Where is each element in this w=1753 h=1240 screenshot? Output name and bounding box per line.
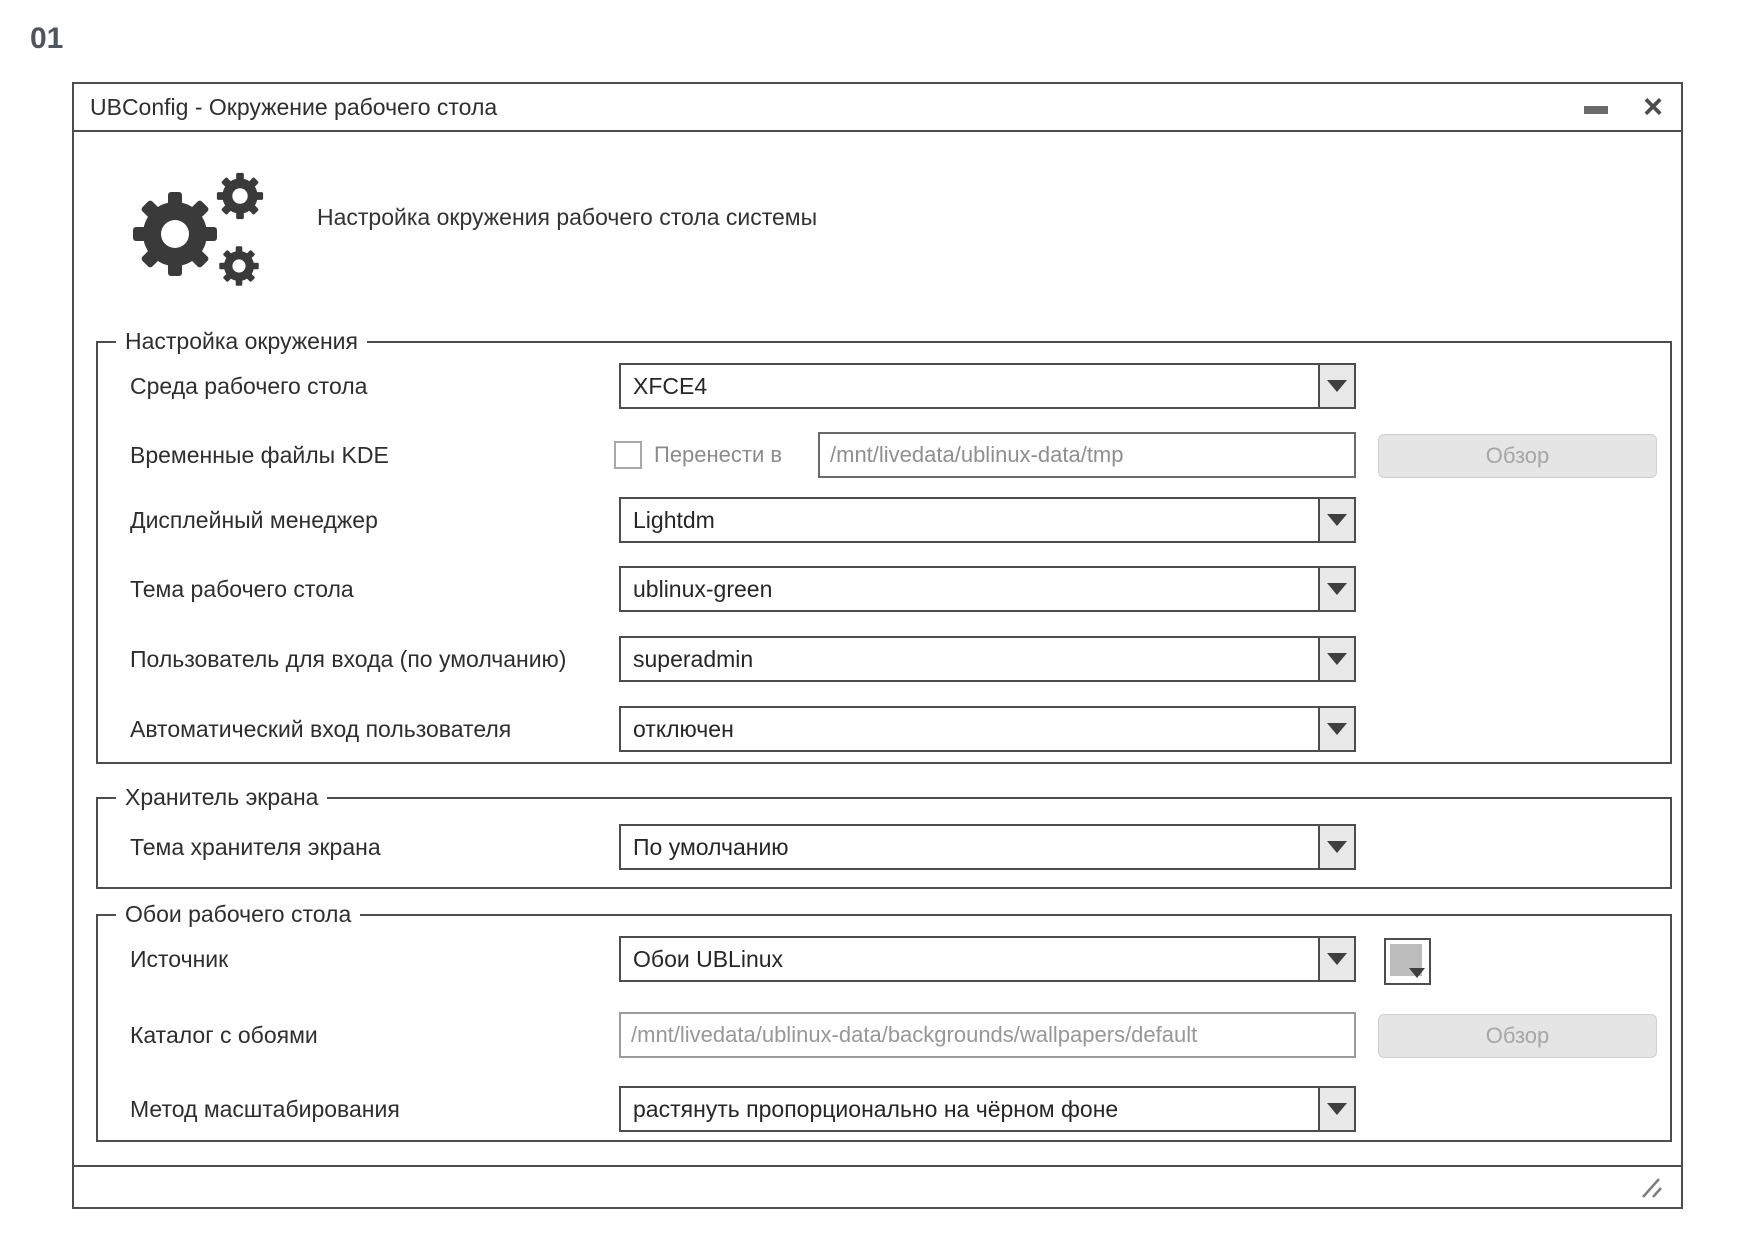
desktop-environment-dropdown-button[interactable]: [1318, 365, 1354, 407]
chevron-down-icon: [1327, 1103, 1347, 1115]
display-manager-label: Дисплейный менеджер: [130, 507, 378, 533]
row-desktop-theme: [98, 566, 1670, 612]
kde-temp-browse-button[interactable]: Обзор: [1378, 434, 1657, 478]
kde-temp-files-label: Временные файлы KDE: [130, 442, 389, 468]
desktop-environment-combobox[interactable]: [619, 363, 1356, 409]
move-to-checkbox[interactable]: [614, 441, 642, 469]
ubconfig-window: [72, 82, 1683, 1209]
display-manager-combobox[interactable]: [619, 497, 1356, 543]
login-user-label: Пользователь для входа (по умолчанию): [130, 646, 567, 672]
screensaver-theme-label: Тема хранителя экрана: [130, 834, 381, 860]
group-screensaver-legend: Хранитель экрана: [116, 784, 327, 811]
chevron-down-icon: [1327, 653, 1347, 665]
login-user-dropdown-button[interactable]: [1318, 638, 1354, 680]
group-wallpaper-legend: Обои рабочего стола: [116, 901, 360, 928]
group-screensaver: [96, 784, 1672, 889]
move-to-checkbox-label: Перенести в: [654, 442, 783, 467]
row-login-user: [98, 636, 1670, 682]
minimize-icon: [1584, 106, 1608, 114]
desktop-theme-value: ublinux-green: [633, 576, 773, 602]
group-environment-legend: Настройка окружения: [116, 328, 367, 355]
desktop-environment-label: Среда рабочего стола: [130, 373, 368, 399]
chevron-down-icon: [1327, 583, 1347, 595]
wallpaper-source-value: Обои UBLinux: [633, 946, 784, 972]
autologin-dropdown-button[interactable]: [1318, 708, 1354, 750]
wallpaper-source-label: Источник: [130, 946, 229, 972]
scaling-method-combobox[interactable]: [619, 1086, 1356, 1132]
group-environment: [96, 328, 1672, 764]
desktop-theme-label: Тема рабочего стола: [130, 576, 354, 602]
chevron-down-icon: [1327, 953, 1347, 965]
chevron-down-icon: [1327, 380, 1347, 392]
desktop-environment-value: XFCE4: [633, 373, 708, 399]
autologin-value: отключен: [633, 716, 734, 742]
login-user-combobox[interactable]: [619, 636, 1356, 682]
chevron-down-icon: [1327, 514, 1347, 526]
desktop-theme-dropdown-button[interactable]: [1318, 568, 1354, 610]
kde-temp-path-input[interactable]: [818, 432, 1356, 478]
autologin-combobox[interactable]: [619, 706, 1356, 752]
scaling-method-label: Метод масштабирования: [130, 1096, 400, 1122]
chevron-down-icon: [1327, 841, 1347, 853]
chevron-down-icon: [1409, 968, 1425, 978]
scaling-method-dropdown-button[interactable]: [1318, 1088, 1354, 1130]
screensaver-theme-dropdown-button[interactable]: [1318, 826, 1354, 868]
titlebar: [74, 84, 1681, 132]
row-kde-temp-files: [98, 432, 1670, 478]
row-display-manager: [98, 497, 1670, 543]
wallpaper-directory-label: Каталог с обоями: [130, 1022, 318, 1048]
gears-icon: [127, 172, 277, 287]
screensaver-theme-value: По умолчанию: [633, 834, 789, 860]
chevron-down-icon: [1327, 723, 1347, 735]
group-wallpaper: [96, 901, 1672, 1142]
statusbar: [74, 1165, 1681, 1207]
row-screensaver-theme: [98, 824, 1670, 870]
figure-label: 01: [30, 22, 64, 55]
row-autologin: [98, 706, 1670, 752]
wallpaper-browse-button[interactable]: Обзор: [1378, 1014, 1657, 1058]
window-title: UBConfig - Окружение рабочего стола: [90, 94, 498, 120]
row-wallpaper-source: [98, 936, 1670, 982]
wallpaper-source-dropdown-button[interactable]: [1318, 938, 1354, 980]
login-user-value: superadmin: [633, 646, 754, 672]
autologin-label: Автоматический вход пользователя: [130, 716, 512, 742]
desktop-theme-combobox[interactable]: [619, 566, 1356, 612]
row-scaling-method: [98, 1086, 1670, 1132]
row-wallpaper-directory: [98, 1012, 1670, 1058]
scaling-method-value: растянуть пропорционально на чёрном фоне: [633, 1096, 1119, 1122]
wallpaper-color-picker-button[interactable]: [1384, 938, 1431, 985]
minimize-button[interactable]: [1583, 94, 1609, 120]
wallpaper-source-combobox[interactable]: [619, 936, 1356, 982]
display-manager-value: Lightdm: [633, 507, 715, 533]
screensaver-theme-combobox[interactable]: [619, 824, 1356, 870]
display-manager-dropdown-button[interactable]: [1318, 499, 1354, 541]
row-desktop-environment: [98, 363, 1670, 409]
wallpaper-directory-input[interactable]: [619, 1012, 1356, 1058]
window-controls: [1583, 84, 1663, 130]
close-button[interactable]: ×: [1643, 88, 1663, 126]
resize-grip[interactable]: [1637, 1175, 1663, 1199]
header-description: Настройка окружения рабочего стола системы: [317, 204, 818, 230]
